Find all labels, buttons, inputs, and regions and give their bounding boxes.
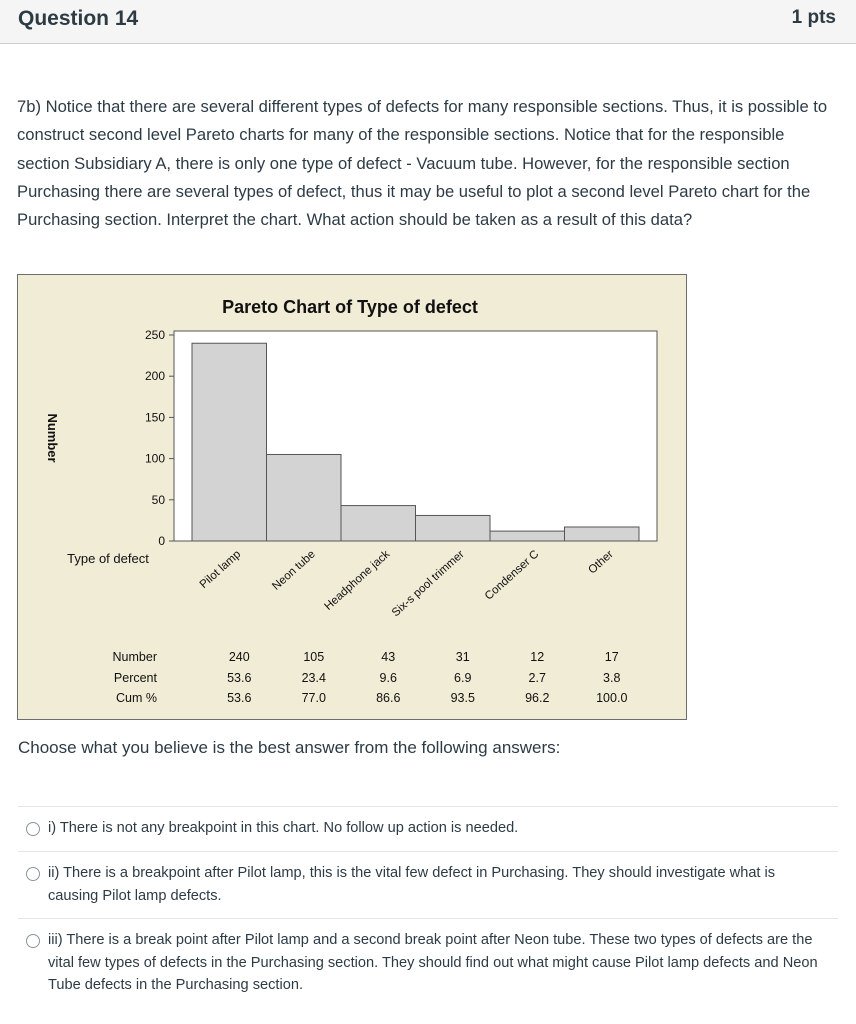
question-title: Question 14 [18,7,139,30]
table-cell: 2.7 [528,671,546,685]
radio-button[interactable] [26,867,40,881]
table-row-label: Number [112,650,157,664]
table-row-label: Percent [113,671,157,685]
table-cell: 9.6 [379,671,397,685]
category-label: Neon tube [270,548,318,593]
answer-label: iii) There is a break point after Pilot lamp and a second break point after Neon tube. These two types of defects are the vital few types of defects in the Purchasing section. They should find out what might cause Pilot lamp defects and Neon Tube defects in the Purchasing section. [48,932,818,993]
chart-title: Pareto Chart of Type of defect [222,297,478,317]
y-tick-label: 250 [144,328,165,342]
bar [341,506,416,541]
y-tick-label: 50 [151,492,165,507]
category-label: Other [586,548,616,577]
table-cell: 53.6 [227,671,252,685]
bar [565,527,640,541]
y-tick-label: 200 [144,369,165,384]
radio-button[interactable] [26,822,40,836]
bar [416,515,491,541]
category-label: Condenser C [482,548,542,603]
table-cell: 3.8 [603,671,621,685]
table-cell: 77.0 [301,691,326,705]
table-cell: 17 [604,650,619,664]
bar [490,531,565,541]
table-cell: 31 [455,650,470,664]
table-cell: 12 [530,650,545,664]
category-label: Headphone jack [322,548,393,613]
table-cell: 43 [381,650,396,664]
answer-list [18,806,838,1008]
pareto-chart-image [17,274,687,720]
y-tick-label: 0 [158,534,165,548]
y-tick-label: 150 [144,410,165,425]
answer-label: ii) There is a breakpoint after Pilot lamp, this is the vital few defect in Purchasing. They should investigate what is causing Pilot lamp defects. [48,865,776,904]
table-cell: 240 [228,650,250,664]
answer-prompt: Choose what you believe is the best answer from the following answers: [18,738,561,757]
answer-option-3[interactable] [18,918,838,1008]
x-axis-label: Type of defect [67,551,149,566]
answer-option-2[interactable] [18,851,838,918]
bar [267,454,342,541]
y-axis-label: Number [45,413,60,463]
question-text: 7b) Notice that there are several different types of defects for many responsible sections. Thus, it is possible to construct second level Pareto charts for many of the responsible sections. Notice that for the responsible section Subsidiary A, there is only one type of defect - Vacuum tube. However, for the responsible section Purchasing there are several types of defect, thus it may be useful to plot a second level Pareto chart for the Purchasing section. Interpret the chart. What action should be taken as a result of this data? [17,97,828,230]
category-label: Pilot lamp [197,548,244,592]
question-points: 1 pts [791,7,836,28]
table-cell: 53.6 [227,691,252,705]
table-cell: 96.2 [525,691,550,705]
table-cell: 6.9 [454,671,472,685]
answer-label: i) There is not any breakpoint in this chart. No follow up action is needed. [48,820,519,836]
pareto-chart [18,275,688,721]
question-header [0,0,856,44]
table-cell: 105 [303,650,325,664]
y-tick-label: 100 [144,451,165,466]
bar [192,343,267,541]
table-cell: 93.5 [450,691,475,705]
table-row-label: Cum % [116,691,157,705]
table-cell: 23.4 [301,671,326,685]
radio-button[interactable] [26,934,40,948]
table-cell: 100.0 [596,691,628,705]
answer-option-1[interactable] [18,806,838,851]
table-cell: 86.6 [376,691,401,705]
category-label: Six-s pool trimmer [389,548,467,620]
